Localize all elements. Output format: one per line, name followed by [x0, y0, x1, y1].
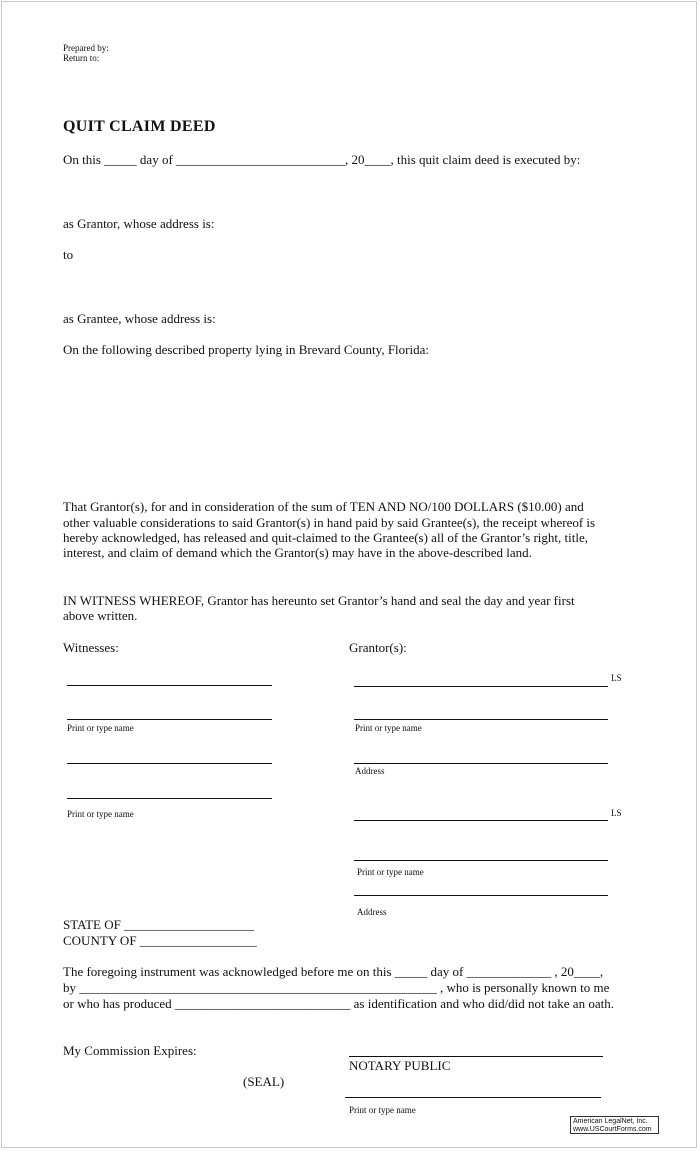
notary-name-line[interactable]: [345, 1097, 601, 1098]
seal-label: (SEAL): [243, 1074, 285, 1089]
grantor-2-name-line[interactable]: [354, 860, 608, 861]
state-of-line: STATE OF ____________________: [63, 917, 255, 932]
witness-2-name-line[interactable]: [67, 798, 272, 799]
witness-2-signature-line[interactable]: [67, 763, 272, 764]
grantor-1-print-name-label: Print or type name: [355, 723, 422, 733]
grantor-address-label: as Grantor, whose address is:: [63, 216, 215, 231]
publisher-url: www.USCourtForms.com: [573, 1126, 652, 1133]
witnesses-label: Witnesses:: [63, 640, 119, 655]
witness-line-2: above written.: [63, 608, 138, 623]
grantor-2-address-label: Address: [357, 907, 387, 917]
grantee-address-label: as Grantee, whose address is:: [63, 311, 216, 326]
notary-print-name-label: Print or type name: [349, 1105, 416, 1115]
to-label: to: [63, 247, 74, 262]
grantor-2-signature-line[interactable]: [354, 820, 608, 821]
notary-signature-line[interactable]: [349, 1056, 603, 1057]
witness-1-name-line[interactable]: [67, 719, 272, 720]
grantor-1-name-line[interactable]: [354, 719, 608, 720]
witness-2-print-name-label: Print or type name: [67, 809, 134, 819]
consideration-line-3: hereby acknowledged, has released and quit-claimed to the Grantee(s) all of the Grantor’s right, title,: [63, 530, 588, 545]
county-of-line: COUNTY OF __________________: [63, 933, 257, 948]
witness-1-print-name-label: Print or type name: [67, 723, 134, 733]
commission-expires-label: My Commission Expires:: [63, 1043, 197, 1058]
property-line: On the following described property lying in Brevard County, Florida:: [63, 342, 429, 357]
grantor-1-address-line[interactable]: [354, 763, 608, 764]
acknowledgment-line-3: or who has produced ___________________________ as identification and who did/did not take an oath.: [63, 996, 614, 1011]
grantors-label: Grantor(s):: [349, 640, 407, 655]
consideration-line-2: other valuable considerations to said Grantor(s) in hand paid by said Grantee(s), the receipt whereof is: [63, 515, 596, 530]
intro-line: On this _____ day of __________________________, 20____, this quit claim deed is executed by:: [63, 152, 581, 167]
grantor-2-address-line[interactable]: [354, 895, 608, 896]
publisher-name: American LegalNet, Inc.: [573, 1118, 648, 1125]
prepared-by-label: Prepared by:: [63, 43, 109, 53]
notary-public-label: NOTARY PUBLIC: [349, 1058, 451, 1073]
grantor-2-ls: LS: [611, 808, 622, 818]
consideration-line-4: interest, and claim of demand which the Grantor(s) may have in the above-described land.: [63, 545, 532, 560]
grantor-2-print-name-label: Print or type name: [357, 867, 424, 877]
publisher-credit-box: [570, 1116, 659, 1134]
grantor-1-signature-line[interactable]: [354, 686, 608, 687]
grantor-1-address-label: Address: [355, 766, 385, 776]
document-title: QUIT CLAIM DEED: [63, 118, 216, 135]
witness-1-signature-line[interactable]: [67, 685, 272, 686]
consideration-line-1: That Grantor(s), for and in consideration of the sum of TEN AND NO/100 DOLLARS ($10.00) and: [63, 499, 584, 514]
acknowledgment-line-1: The foregoing instrument was acknowledged before me on this _____ day of _____________ , 20____,: [63, 964, 604, 979]
return-to-label: Return to:: [63, 53, 100, 63]
acknowledgment-line-2: by _______________________________________________________ , who is personally known to me: [63, 980, 610, 995]
witness-line-1: IN WITNESS WHEREOF, Grantor has hereunto set Grantor’s hand and seal the day and year first: [63, 593, 575, 608]
grantor-1-ls: LS: [611, 673, 622, 683]
